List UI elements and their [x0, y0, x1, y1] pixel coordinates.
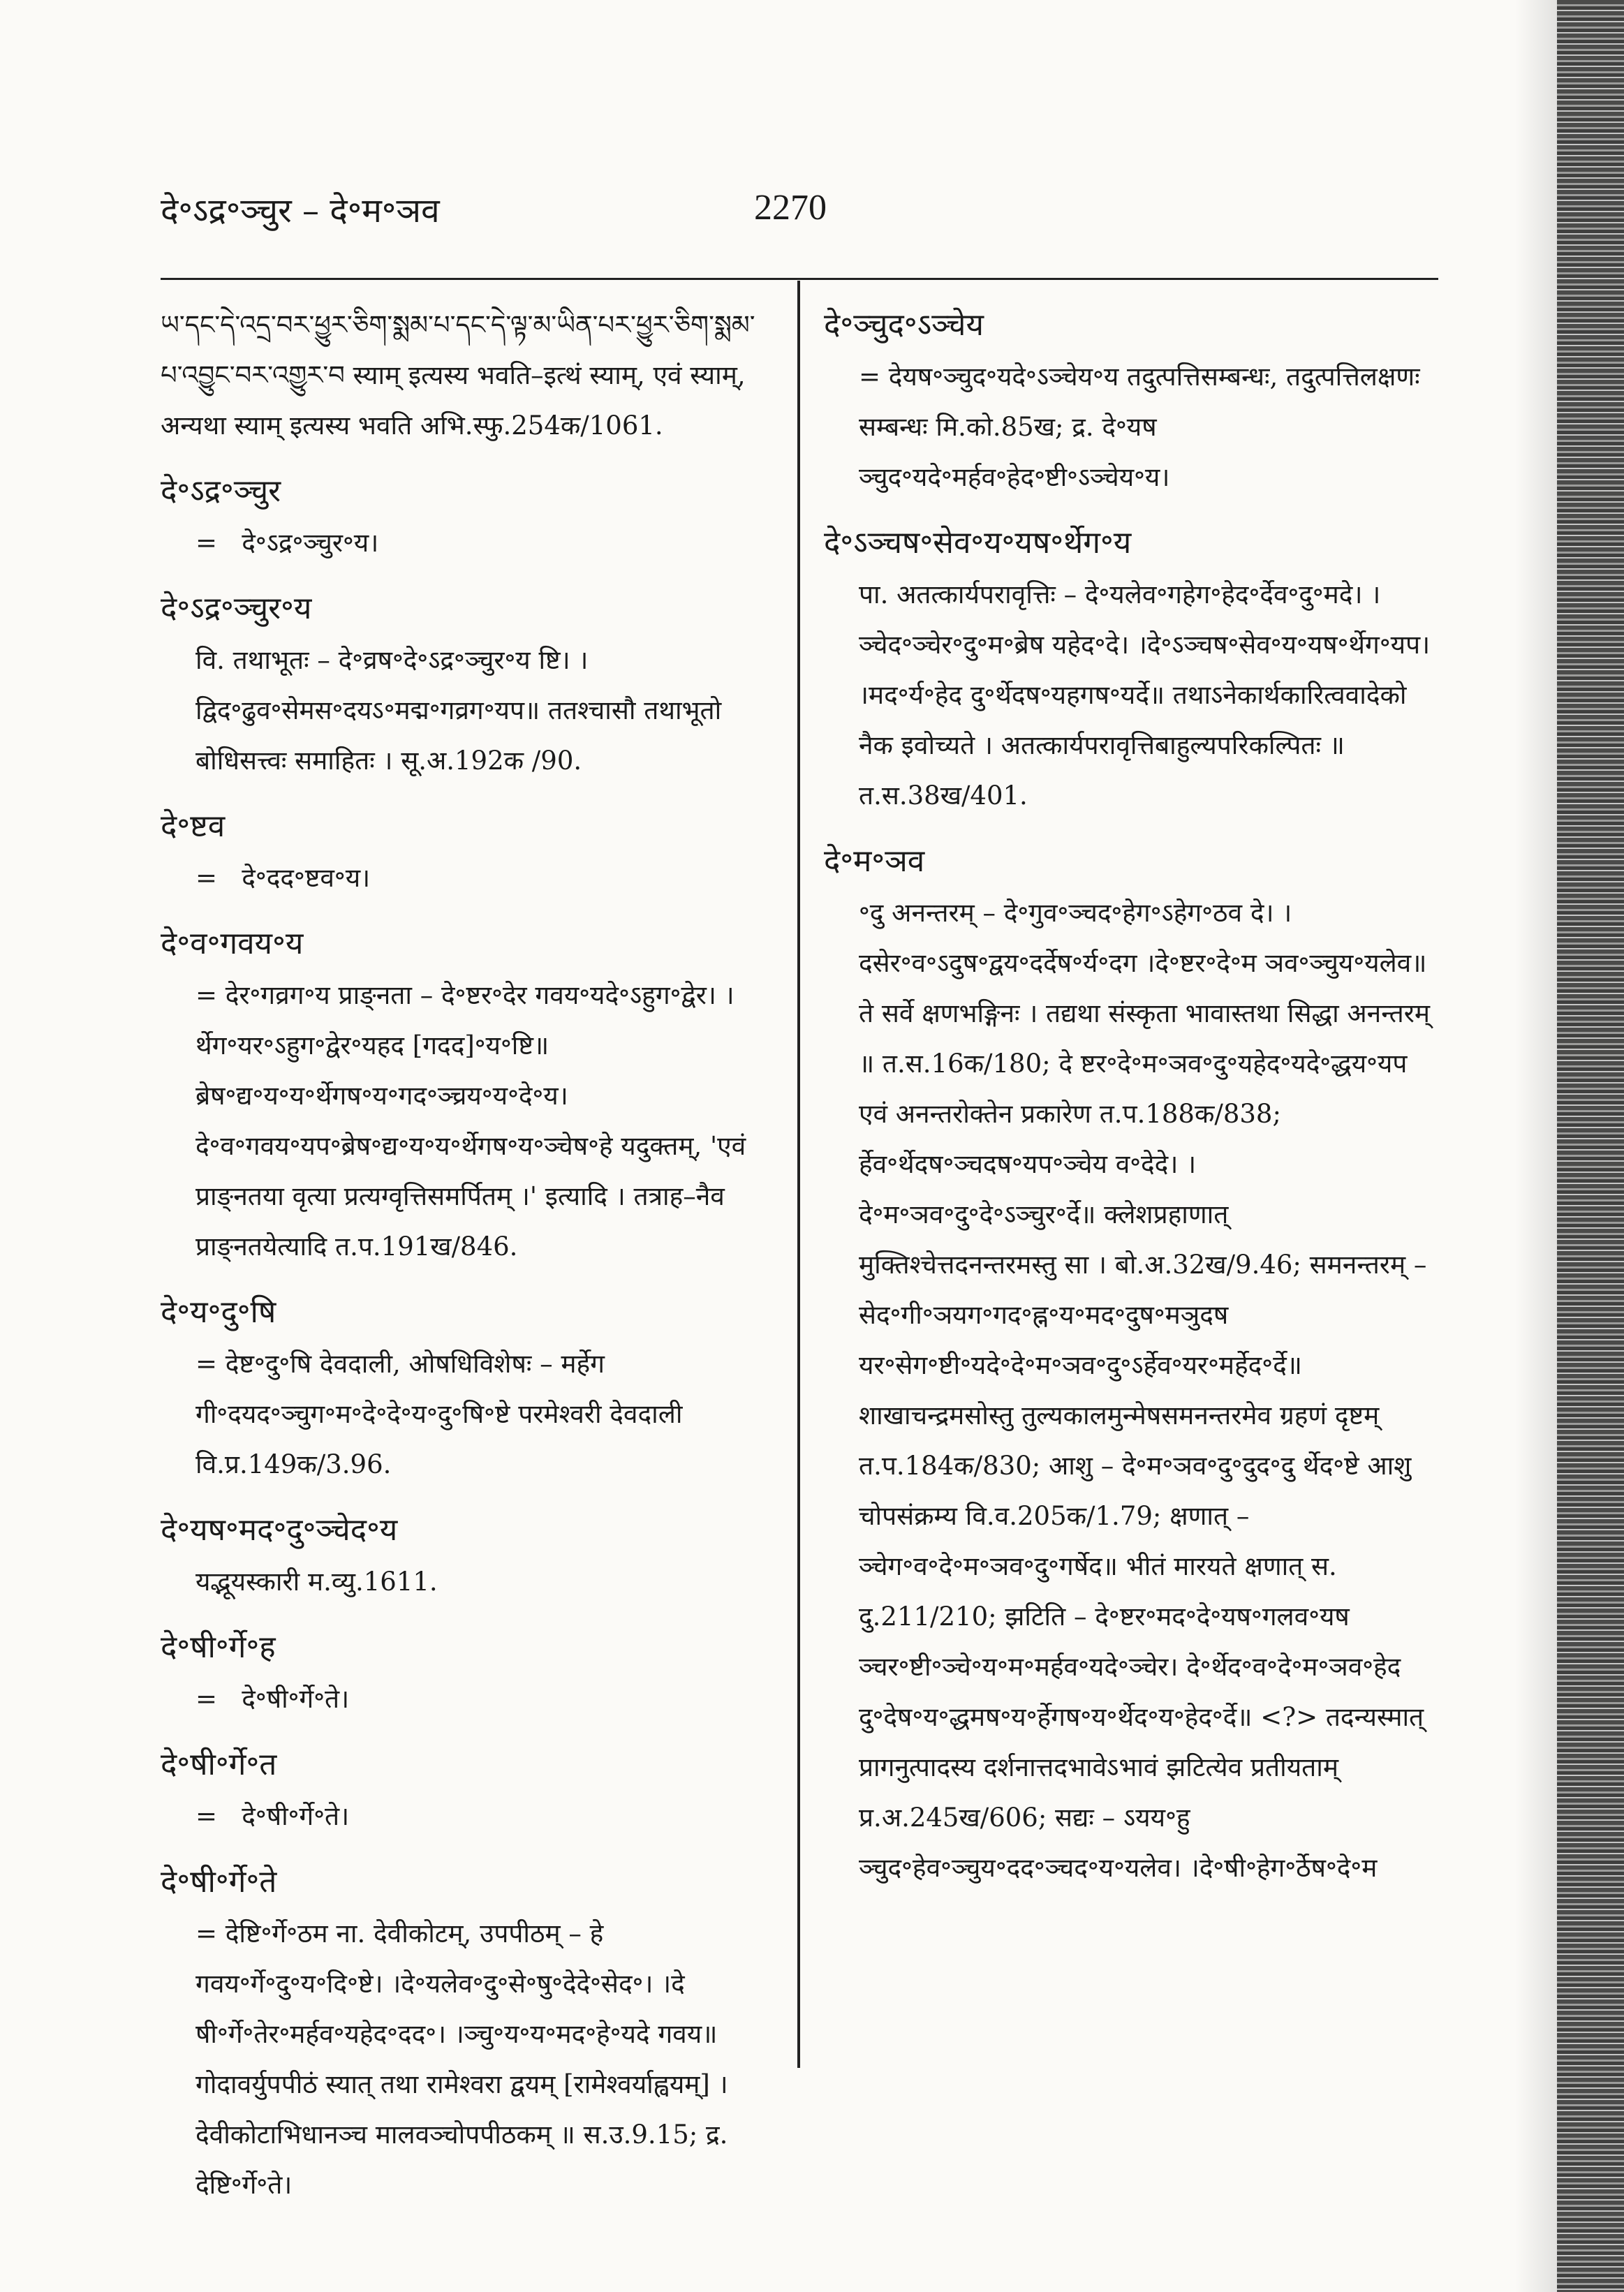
entry-body: पा. अतत्कार्यपरावृत्तिः – दे॰यलेव॰गहेग॰हेद॰र्देव॰दु॰मदे। ।ञ्चेद॰ञ्चेर॰दु॰म॰ब्रेष यहेद॰दे। ।दे॰ऽञ्चष॰सेव॰य॰यष॰र्थेग॰यप। ।मद॰र्य॰हेद दु॰र्थेदष॰यहगष॰यर्दे॥ तथाऽनेकार्थकारित्ववादेको नैक इवोच्यते । अतत्कार्यपरावृत्तिबाहुल्यपरिकल्पितः ॥ त.स.38ख/401.: [859, 579, 1438, 811]
running-head: दे॰ऽद्र॰ञ्चुर – दे॰म॰ञव: [161, 191, 440, 230]
entry-headword: दे॰षी॰र्गे॰त: [161, 1747, 277, 1782]
dictionary-entry: [161, 466, 768, 568]
entry-body: = देष्ट॰दु॰षि देवदाली, ओषधिविशेषः – मर्हेग गी॰दयद॰ञ्चुग॰म॰दे॰दे॰य॰दु॰षि॰ष्टे परमेश्वरी देवदाली वि.प्र.149क/3.96.: [195, 1349, 691, 1479]
dictionary-entry: [824, 836, 1438, 1893]
entry-headword: दे॰यष॰मद॰दु॰ञ्चेद॰य: [161, 1512, 398, 1548]
entry-headword: दे॰म॰ञव: [824, 843, 925, 879]
entry-headword: दे॰ऽद्र॰ञ्चुर: [161, 473, 281, 509]
page-edge-shadow: [1515, 0, 1557, 2292]
entry-body: ཡ་དང་དེ་འདྲ་བར་ཕྱུར་ཅིག་སྨམ་པ་དང་དེ་ལྟ་མ་ཡིན་པར་ཕྱུར་ཅིག་སྨམ་པ་འབྱུང་བར་འགྱུར་བ स्याम् इत्यस्य भवति–इत्थं स्याम्, एवं स्याम्, अन्यथा स्याम् इत्यस्य भवति अभि.स्फु.254क/1061.: [161, 310, 755, 441]
entry-body: = देष्टि॰र्गे॰ठम ना. देवीकोटम्, उपपीठम् – हे गवय॰र्गे॰दु॰य॰दि॰ष्टे। ।दे॰यलेव॰दु॰से॰षु॰देदे॰सेद॰। ।दे षी॰र्गे॰तेर॰मर्हव॰यहेद॰दद॰। ।ञ्चु॰य॰य॰मद॰हे॰यदे गवय॥ गोदावर्युपपीठं स्यात् तथा रामेश्वरा द्वयम् [रामेश्वर्याह्वयम्] । देवीकोटाभिधानञ्च मालवञ्चोपपीठकम् ॥ स.उ.9.15; द्र. देष्टि॰र्गे॰ते।: [195, 1918, 737, 2200]
dictionary-entry: [161, 1740, 768, 1842]
dictionary-entry: [161, 1622, 768, 1724]
dictionary-entry: [161, 1287, 768, 1490]
entry-body: यद्भूयस्कारी म.व्यु.1611.: [195, 1567, 438, 1597]
entry-body: = दे॰दद॰ष्टव॰य।: [195, 863, 371, 893]
entry-body: वि. तथाभूतः – दे॰व्रष॰दे॰ऽद्र॰ञ्चुर॰य ष्टि। ।द्विद॰ढुव॰सेमस॰दयऽ॰मद्म॰गव्रग॰यप॥ ततश्चासौ तथाभूतो बोधिसत्त्वः समाहितः । सू.अ.192क /90.: [195, 645, 730, 776]
entry-body: = दे॰ऽद्र॰ञ्चुर॰य।: [195, 528, 379, 558]
page-number: 2270: [754, 188, 827, 228]
dictionary-entry: [161, 801, 768, 903]
entry-headword: दे॰ऽद्र॰ञ्चुर॰य: [161, 591, 312, 626]
column-divider: [797, 281, 800, 2068]
entry-headword: दे॰ष्टव: [161, 808, 226, 844]
entry-headword: दे॰ऽञ्चष॰सेव॰य॰यष॰र्थेग॰य: [824, 525, 1132, 561]
entry-headword: दे॰य॰दु॰षि: [161, 1294, 276, 1330]
entry-body: = देर॰गव्रग॰य प्राङ्नता – दे॰ष्टर॰देर गवय॰यदे॰ऽहुग॰द्वेर। ।र्थेग॰यर॰ऽहुग॰द्वेर॰यहद [गदद]॰य॰ष्टि॥ ब्रेष॰द्य॰य॰य॰र्थेगष॰य॰गद॰ञ्च्रय॰य॰दे॰य। दे॰व॰गवय॰यप॰ब्रेष॰द्य॰य॰य॰र्थेगष॰य॰ञ्चेष॰हे यदुक्तम्, 'एवं प्राङ्नतया वृत्या प्रत्यग्वृत्तिसमर्पितम् ।' इत्यादि । तत्राह–नैव प्राङ्नतयेत्यादि त.प.191ख/846.: [195, 980, 754, 1262]
right-column: [824, 300, 1438, 1909]
entry-headword: दे॰ञ्चुद॰ऽञ्चेय: [824, 307, 984, 343]
entry-body: = दे॰षी॰र्गे॰ते।: [195, 1684, 350, 1714]
dictionary-entry: [824, 518, 1438, 821]
dictionary-entry: [161, 1505, 768, 1607]
left-column: [161, 300, 768, 2226]
entry-body: = देयष॰ञ्चुद॰यदे॰ऽञ्चेय॰य तदुत्पत्तिसम्बन्धः, तदुत्पत्तिलक्षणः सम्बन्धः मि.को.85ख; द्र. दे॰यष ञ्चुद॰यदे॰मर्हव॰हेद॰ष्टी॰ऽञ्चेय॰य।: [859, 362, 1429, 492]
dictionary-entry: [161, 919, 768, 1272]
header-rule: [161, 278, 1438, 280]
entry-body: ॰दु अनन्तरम् – दे॰गुव॰ञ्चद॰हेग॰ऽहेग॰ठव दे। ।दसेर॰व॰ऽदुष॰द्वय॰दर्देष॰र्य॰दग ।दे॰ष्टर॰दे॰म ञव॰ञ्चुय॰यलेव॥ ते सर्वे क्षणभङ्गिनः । तद्यथा संस्कृता भावास्तथा सिद्धा अनन्तरम् ॥ त.स.16क/180; दे ष्टर॰दे॰म॰ञव॰दु॰यहेद॰यदे॰द्धय॰यप एवं अनन्तरोक्तेन प्रकारेण त.प.188क/838; र्हेव॰र्थेदष॰ञ्चदष॰यप॰ञ्चेय व॰देदे। ।दे॰म॰ञव॰दु॰दे॰ऽञ्चुर॰र्दे॥ क्लेशप्रहाणात् मुक्तिश्चेत्तदनन्तरमस्तु सा । बो.अ.32ख/9.46; समनन्तरम् – सेद॰गी॰ञयग॰गद॰ह्न॰य॰मद॰दुष॰मञुदष यर॰सेग॰ष्टी॰यदे॰दे॰म॰ञव॰दु॰ऽर्हेव॰यर॰मर्हेद॰र्दे॥ शाखाचन्द्रमसोस्तु तुल्यकालमुन्मेषसमनन्तरमेव ग्रहणं दृष्टम् त.प.184क/830; आशु – दे॰म॰ञव॰दु॰दुद॰दु र्थेद॰ष्टे आशु चोपसंक्रम्य वि.व.205क/1.79; क्षणात् – ञ्चेग॰व॰दे॰म॰ञव॰दु॰गर्षेद॥ भीतं मारयते क्षणात् स. दु.211/210; झटिति – दे॰ष्टर॰मद॰दे॰यष॰गलव॰यष ञ्चर॰ष्टी॰ञ्चे॰य॰म॰मर्हव॰यदे॰ञ्चेर। दे॰र्थेद॰व॰दे॰म॰ञव॰हेद दु॰देष॰य॰द्धमष॰य॰र्हेगष॰य॰र्थेद॰य॰हेद॰र्दे॥ <?> तदन्यस्मात् प्रागनुत्पादस्य दर्शनात्तदभावेऽभावं झटित्येव प्रतीयताम् प्र.अ.245ख/606; सद्यः – ऽयय॰हु ञ्चुद॰हेव॰ञ्चुय॰दद॰ञ्चद॰य॰यलेव। ।दे॰षी॰हेग॰र्ठेष॰दे॰म: [859, 898, 1438, 1883]
dictionary-entry: [161, 1857, 768, 2210]
entry-headword: दे॰षी॰र्गे॰ते: [161, 1864, 277, 1900]
page-edge: [1557, 0, 1624, 2292]
dictionary-entry: [824, 300, 1431, 503]
dictionary-entry: [161, 300, 768, 451]
entry-headword: दे॰षी॰र्गे॰ह: [161, 1629, 276, 1665]
dictionary-entry: [161, 584, 768, 786]
entry-body: = दे॰षी॰र्गे॰ते।: [195, 1801, 350, 1831]
entry-headword: दे॰व॰गवय॰य: [161, 926, 304, 961]
